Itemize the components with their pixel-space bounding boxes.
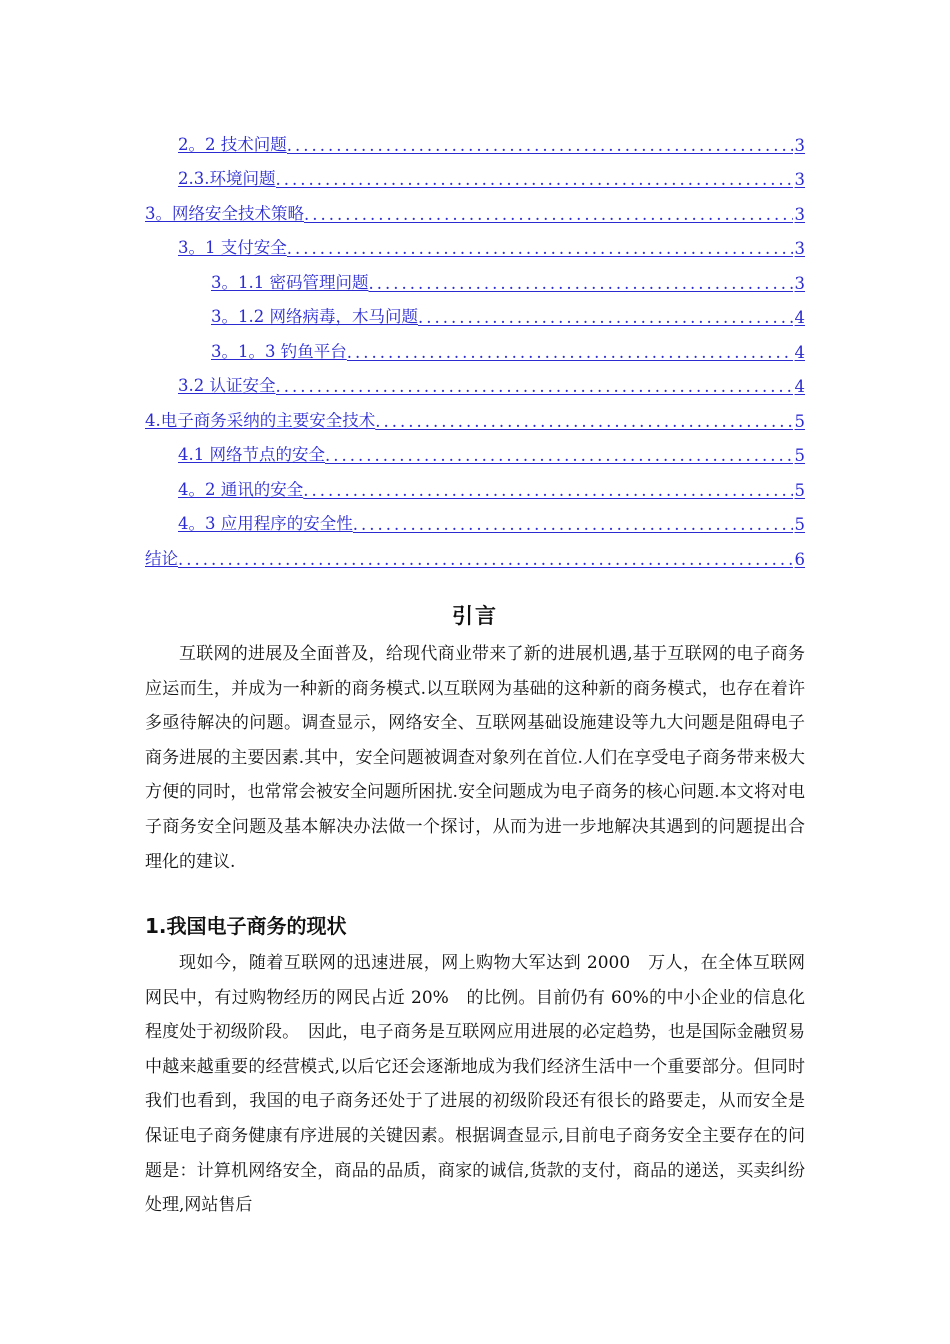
- toc-entry[interactable]: [145, 400, 805, 435]
- toc-entry-text: 2。2 技术问题: [178, 134, 287, 154]
- toc-entry-page: 3: [794, 170, 805, 189]
- toc-entry-page: 6: [794, 549, 805, 569]
- toc-entry-page: 5: [794, 515, 805, 534]
- toc-entry-page: 4: [794, 308, 805, 327]
- toc-entry[interactable]: [145, 504, 805, 539]
- toc-entry-page: 4: [794, 342, 805, 362]
- toc-entry-text: 结论: [145, 548, 178, 568]
- toc-entry[interactable]: [145, 331, 805, 366]
- toc-entry-text: 3。1 支付安全: [178, 238, 287, 257]
- toc-entry[interactable]: [145, 159, 805, 194]
- toc-entry-text: 4。2 通讯的安全: [178, 479, 304, 499]
- toc-entry-page: 5: [794, 446, 805, 465]
- toc-entry-page: 5: [794, 411, 805, 431]
- toc-dot-leader: [304, 205, 793, 228]
- toc-entry-text: 2.3.环境问题: [178, 169, 276, 188]
- toc-entry-text: 3。1.2 网络病毒，木马问题: [211, 307, 418, 326]
- toc-entry-text: 4.电子商务采纳的主要安全技术: [145, 410, 376, 430]
- table-of-contents: [145, 124, 805, 573]
- toc-entry-text: 3。1。3 钓鱼平台: [211, 341, 347, 361]
- toc-entry[interactable]: [145, 538, 805, 573]
- toc-dot-leader: [418, 308, 793, 331]
- toc-dot-leader: [276, 377, 793, 400]
- toc-dot-leader: [325, 446, 793, 469]
- toc-dot-leader: [287, 136, 793, 159]
- toc-entry-text: 4。3 应用程序的安全性: [178, 514, 353, 533]
- toc-entry-text: 3。网络安全技术策略: [145, 203, 304, 223]
- toc-entry-page: 3: [794, 273, 805, 293]
- toc-entry[interactable]: [145, 124, 805, 159]
- toc-entry[interactable]: [145, 469, 805, 504]
- toc-entry[interactable]: [145, 297, 805, 332]
- toc-dot-leader: [353, 515, 793, 538]
- toc-entry[interactable]: [145, 193, 805, 228]
- toc-entry-page: 4: [794, 377, 805, 396]
- toc-dot-leader: [276, 170, 793, 193]
- toc-entry-page: 3: [794, 204, 805, 224]
- toc-dot-leader: [347, 343, 793, 366]
- toc-entry[interactable]: [145, 262, 805, 297]
- toc-entry-text: 4.1 网络节点的安全: [178, 445, 325, 464]
- section-paragraph: 现如今，随着互联网的迅速进展，网上购物大军达到 2000 万人，在全体互联网网民中，有过购物经历的网民占近 20% 的比例。目前仍有 60%的中小企业的信息化程度处于初级阶段。 因此，电子商务是互联网应用进展的必定趋势，也是国际金融贸易中越来越重要的经营模式,以后它还会逐渐地成为我们经济生活中一个重要部分。但同时我们也看到，我国的电子商务还处于了进展的初级阶段还有很长的路要走，从而安全是保证电子商务健康有序进展的关键因素。根据调查显示,目前电子商务安全主要存在的问题是：计算机网络安全，商品的品质，商家的诚信,货款的支付，商品的递送，买卖纠纷处理,网站售后: [145, 953, 805, 1216]
- toc-entry[interactable]: [145, 366, 805, 401]
- toc-entry[interactable]: [145, 435, 805, 470]
- toc-entry-page: 3: [794, 239, 805, 258]
- section-heading: 1.我国电子商务的现状: [145, 913, 347, 938]
- toc-dot-leader: [375, 412, 792, 435]
- toc-dot-leader: [178, 550, 793, 573]
- toc-entry-page: 5: [794, 480, 805, 500]
- toc-entry-page: 3: [794, 135, 805, 155]
- intro-heading: 引言: [452, 604, 498, 629]
- intro-paragraph: 互联网的进展及全面普及，给现代商业带来了新的进展机遇,基于互联网的电子商务应运而生，并成为一种新的商务模式.以互联网为基础的这种新的商务模式，也存在着许多亟待解决的问题。调查显示，网络安全、互联网基础设施建设等九大问题是阻碍电子商务进展的主要因素.其中，安全问题被调查对象列在首位.人们在享受电子商务带来极大方便的同时，也常常会被安全问题所困扰.安全问题成为电子商务的核心问题.本文将对电子商务安全问题及基本解决办法做一个探讨，从而为进一步地解决其遇到的问题提出合理化的建议.: [145, 644, 805, 872]
- toc-entry-text: 3。1.1 密码管理问题: [211, 272, 369, 292]
- toc-dot-leader: [287, 239, 793, 262]
- toc-entry[interactable]: [145, 228, 805, 263]
- toc-dot-leader: [303, 481, 792, 504]
- toc-dot-leader: [368, 274, 792, 297]
- toc-entry-text: 3.2 认证安全: [178, 376, 276, 395]
